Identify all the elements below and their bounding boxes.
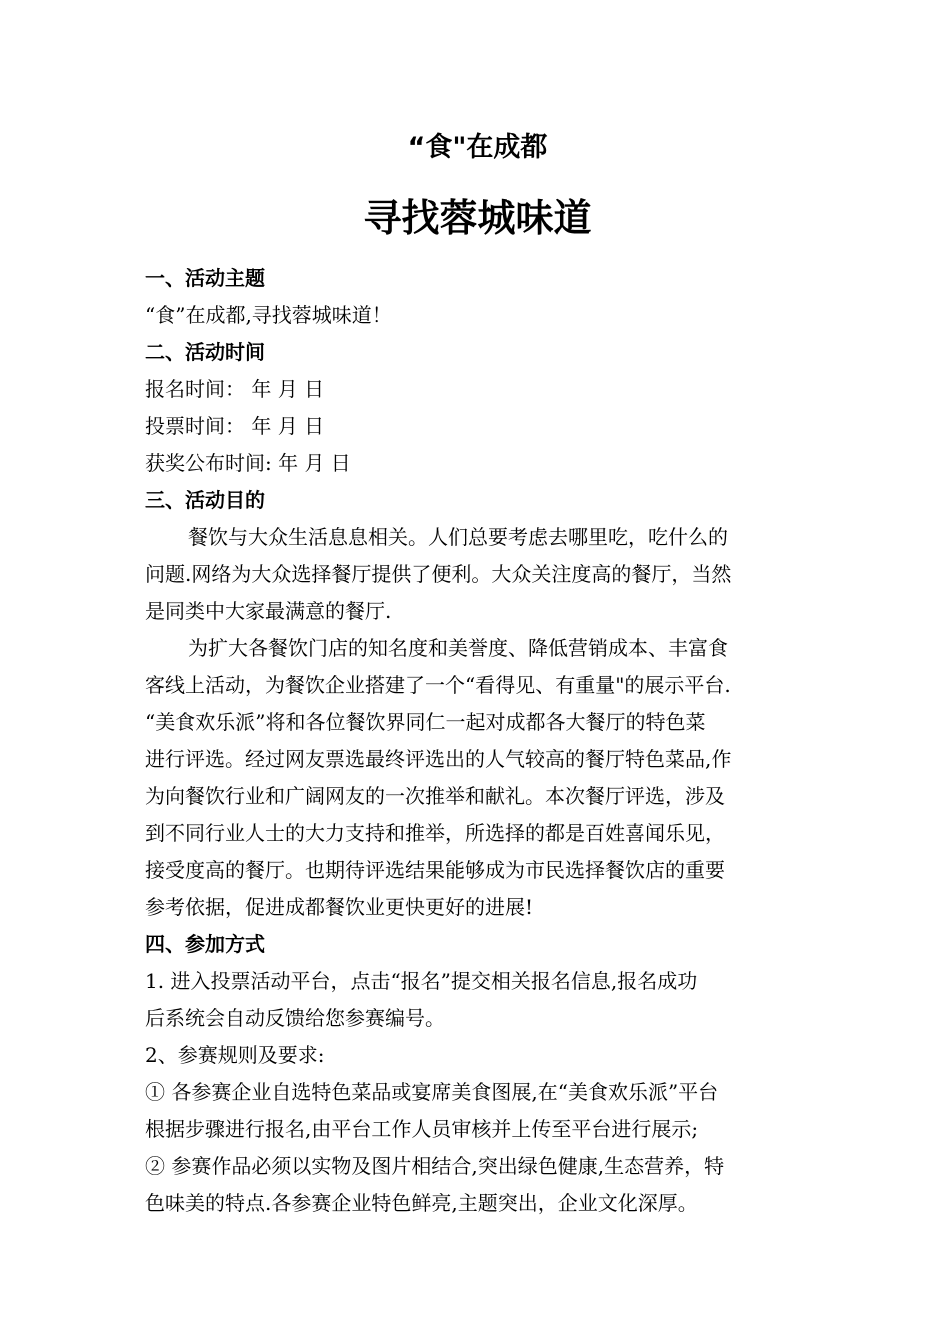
paragraph-line: 1. 进入投票活动平台，点击“报名”提交相关报名信息,报名成功 <box>145 969 698 993</box>
section-heading-participation: 四、参加方式 <box>145 932 265 956</box>
paragraph-line: 为向餐饮行业和广阔网友的一次推举和献礼。本次餐厅评选，涉及 <box>145 784 725 808</box>
paragraph-line: 餐饮与大众生活息息相关。人们总要考虑去哪里吃，吃什么的 <box>188 525 728 549</box>
participation-item-1 <box>145 963 810 1037</box>
document-page <box>145 128 810 1222</box>
paragraph-line: 是同类中大家最满意的餐厅. <box>145 599 392 623</box>
section-heading-time: 二、活动时间 <box>145 340 265 364</box>
paragraph-line: 参考依据，促进成都餐饮业更快更好的进展! <box>145 895 534 919</box>
rule-2 <box>145 1148 810 1222</box>
paragraph-line: ② 参赛作品必须以实物及图片相结合,突出绿色健康,生态营养，特 <box>145 1154 725 1178</box>
paragraph-line: ① 各参赛企业自选特色菜品或宴席美食图展,在“美食欢乐派”平台 <box>145 1080 719 1104</box>
document-title: 寻找蓉城味道 <box>363 196 592 240</box>
paragraph-line: 根据步骤进行报名,由平台工作人员审核并上传至平台进行展示; <box>145 1117 699 1141</box>
paragraph-line: 后系统会自动反馈给您参赛编号。 <box>145 1006 445 1030</box>
section-time <box>145 334 810 482</box>
rule-1 <box>145 1074 810 1148</box>
paragraph-line: 客线上活动，为餐饮企业搭建了一个“看得见、有重量"的展示平台. <box>145 673 731 697</box>
section-purpose <box>145 482 810 926</box>
section-heading-purpose: 三、活动目的 <box>145 488 265 512</box>
participation-item-2: 2、参赛规则及要求: <box>145 1043 325 1067</box>
paragraph-line: 问题.网络为大众选择餐厅提供了便利。大众关注度高的餐厅，当然 <box>145 562 732 586</box>
section-heading-theme: 一、活动主题 <box>145 266 265 290</box>
paragraph-line: 到不同行业人士的大力支持和推举，所选择的都是百姓喜闻乐见， <box>145 821 725 845</box>
award-announcement-time: 获奖公布时间: 年 月 日 <box>145 451 351 475</box>
registration-time: 报名时间： 年 月 日 <box>145 377 325 401</box>
paragraph-line: 进行评选。经过网友票选最终评选出的人气较高的餐厅特色菜品,作 <box>145 747 732 771</box>
paragraph-line: 为扩大各餐饮门店的知名度和美誉度、降低营销成本、丰富食 <box>188 636 728 660</box>
paragraph-line: “美食欢乐派”将和各位餐饮界同仁一起对成都各大餐厅的特色菜 <box>145 710 706 734</box>
paragraph-line: 色味美的特点.各参赛企业特色鲜亮,主题突出，企业文化深厚。 <box>145 1191 698 1215</box>
section-participation <box>145 926 810 1222</box>
document-subtitle: “食"在成都 <box>407 132 548 163</box>
paragraph-line: 接受度高的餐厅。也期待评选结果能够成为市民选择餐饮店的重要 <box>145 858 725 882</box>
theme-text: “食”在成都,寻找蓉城味道！ <box>145 303 392 327</box>
section-theme <box>145 260 810 334</box>
voting-time: 投票时间： 年 月 日 <box>145 414 325 438</box>
purpose-paragraph-1 <box>145 519 810 630</box>
purpose-paragraph-2 <box>145 630 810 926</box>
